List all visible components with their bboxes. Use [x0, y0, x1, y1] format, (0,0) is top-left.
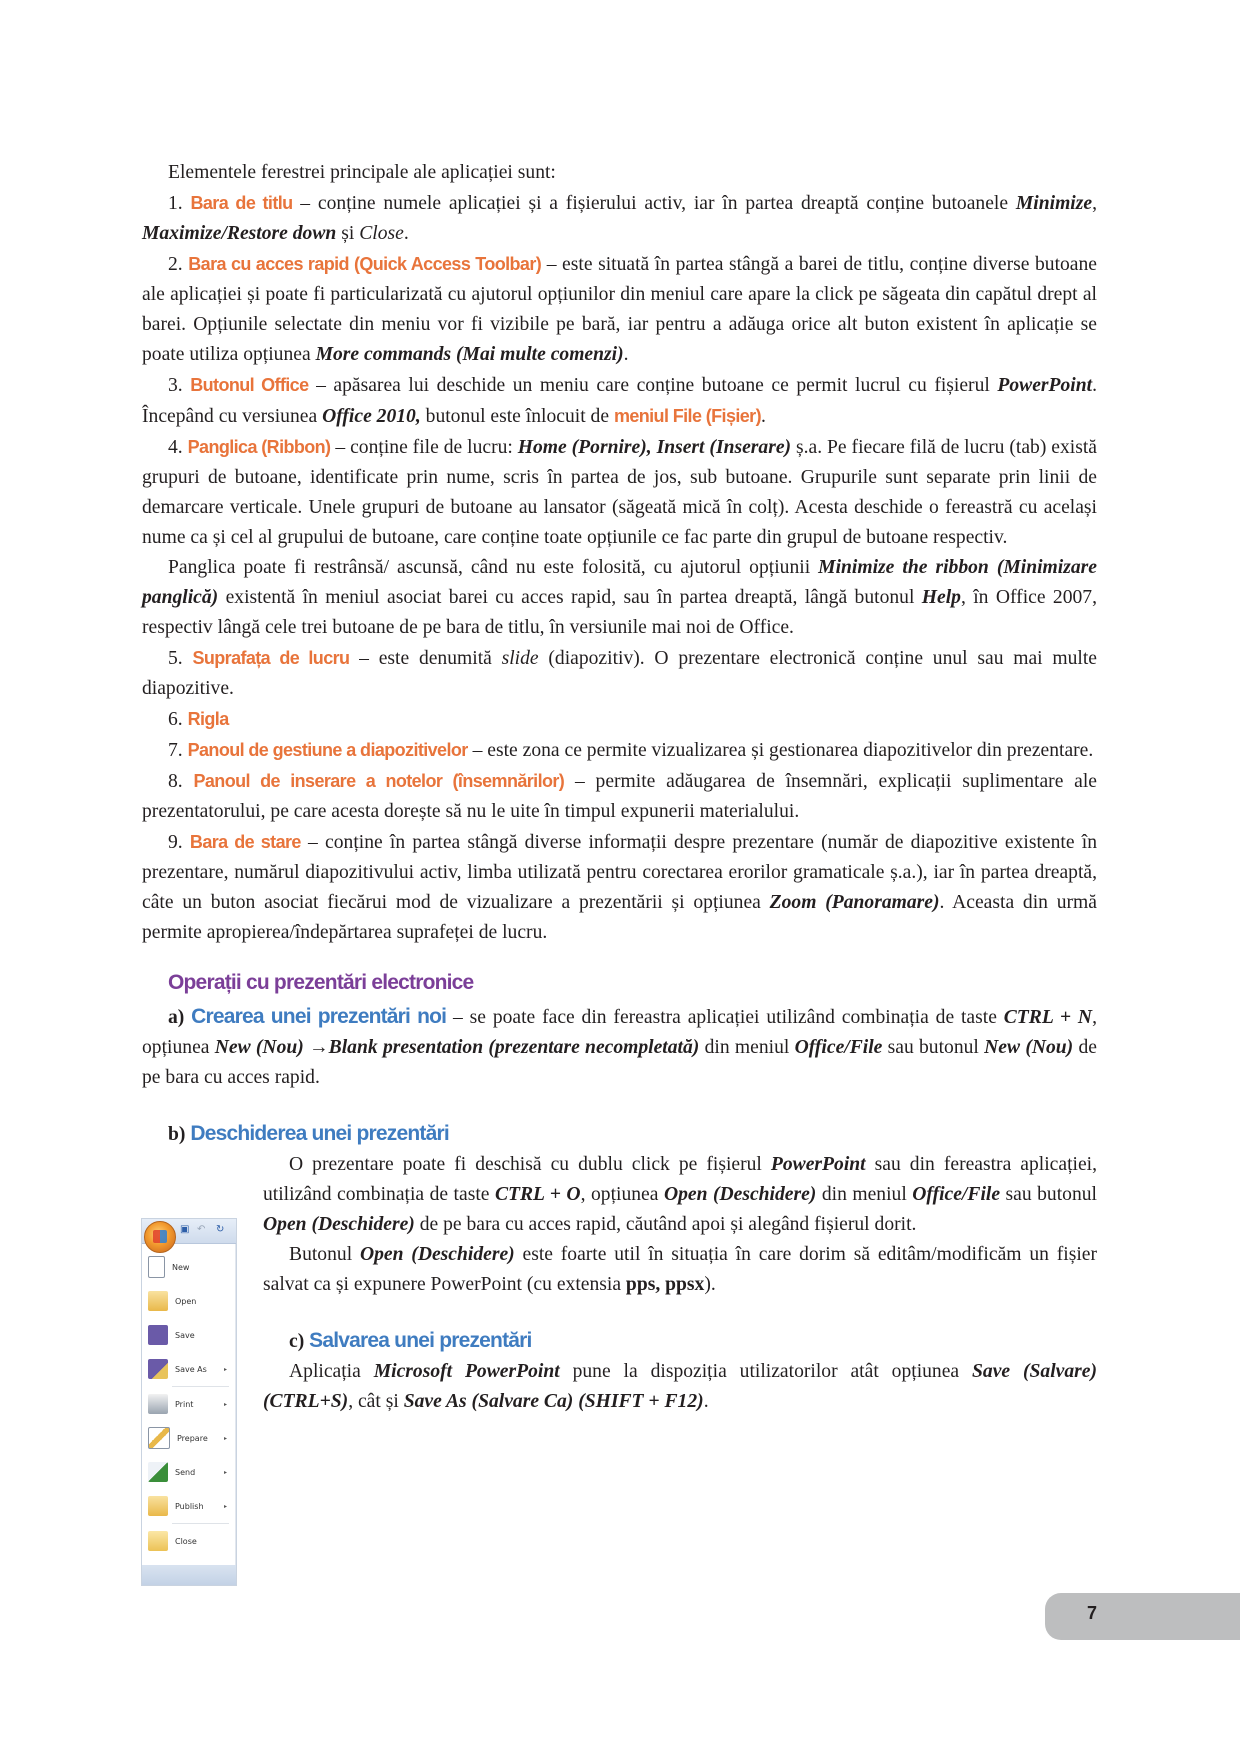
quick-access-toolbar — [142, 1219, 236, 1244]
text: Butonul — [289, 1244, 360, 1265]
text: butonul este înlocuit de — [420, 406, 614, 427]
emphasis: Maximize/Restore down — [142, 223, 337, 244]
prepare-icon — [148, 1427, 170, 1449]
emphasis: Office 2010, — [322, 406, 421, 427]
emphasis: Microsoft PowerPoint — [373, 1361, 560, 1382]
emphasis: Open (Deschidere) — [663, 1184, 817, 1205]
subsection-title: Salvarea unei prezentări — [309, 1329, 532, 1352]
text: . — [760, 406, 766, 427]
menu-item-close — [142, 1524, 235, 1558]
text: existentă în meniul asociat barei cu acces rapid, sau în partea dreaptă, lângă butonul — [218, 587, 922, 608]
emphasis: Close — [359, 223, 404, 244]
term: Suprafața de lucru — [192, 648, 350, 668]
text: – se poate face din fereastra aplicației utilizând combinația de taste — [446, 1007, 1004, 1028]
subsection-label: c) — [289, 1331, 305, 1352]
subsection-c-body — [263, 1357, 1097, 1417]
term: Bara cu acces rapid (Quick Access Toolbar) — [188, 254, 542, 274]
text: sau din fereastra aplicației, utilizând combinația de taste — [263, 1154, 1097, 1205]
text: de pe bara cu acces rapid. — [142, 1037, 1097, 1088]
menu-footer — [142, 1565, 236, 1585]
text: și — [336, 223, 360, 244]
text: este foarte util în situația în care dorim să editâm/modificăm un fișier salvat ca și expunere PowerPoint (cu extensia — [263, 1244, 1097, 1295]
send-icon — [148, 1462, 168, 1482]
menu-label: Open — [175, 1296, 197, 1306]
item-9 — [142, 827, 1097, 948]
subsection-title: Deschiderea unei prezentări — [190, 1122, 449, 1145]
menu-label: Close — [175, 1536, 197, 1546]
term: meniul File (Fișier) — [613, 406, 761, 426]
term: Panglica (Ribbon) — [187, 437, 331, 457]
arrow: → — [303, 1037, 329, 1058]
text: din meniul — [699, 1037, 795, 1058]
subsection-label: a) — [168, 1007, 185, 1028]
text: , în Office 2007, respectiv lângă cele trei butoane de pe bara de titlu, în versiunile mai noi de Office. — [142, 587, 1097, 638]
emphasis: (CTRL+S) — [263, 1391, 349, 1412]
emphasis: Open (Deschidere) — [263, 1214, 415, 1235]
item-1 — [142, 188, 1097, 249]
text: – apăsarea lui deschide un meniu care conține butoane ce permit lucrul cu fișierul — [308, 375, 998, 396]
emphasis: CTRL + N — [1003, 1007, 1093, 1028]
item-2 — [142, 249, 1097, 370]
subsection-title: Crearea unei prezentări noi — [191, 1005, 447, 1028]
term: Rigla — [187, 709, 229, 729]
text: , cât și — [348, 1391, 404, 1412]
paragraph — [263, 1150, 1097, 1240]
paragraph — [263, 1240, 1097, 1300]
emphasis: Zoom (Panoramare) — [769, 892, 940, 913]
menu-label: Publish — [175, 1501, 204, 1511]
intro-text: Elementele ferestrei principale ale aplicației sunt: — [168, 162, 556, 183]
emphasis: Home (Pornire), Insert (Inserare) — [517, 437, 792, 458]
menu-item-save-as — [142, 1352, 235, 1386]
text: . — [623, 344, 629, 365]
text: sau butonul — [882, 1037, 985, 1058]
menu-label: New — [172, 1262, 190, 1272]
submenu-arrow-icon: ▸ — [223, 1502, 227, 1510]
menu-items — [142, 1244, 236, 1565]
text: – conține în partea stângă diverse informații despre prezentare (număr de diapozitive existente în prezentare, numărul diapozitivului activ, limba utilizată pentru corectarea erorilor gramaticale ș.a.), iar în partea dreaptă, câte un buton asociat fiecărui mod de vizualizare a prezentării și opțiunea — [142, 832, 1097, 913]
menu-item-new — [142, 1250, 235, 1284]
emphasis: Minimize the ribbon (Minimizare panglică) — [142, 557, 1097, 608]
save-icon — [148, 1325, 168, 1345]
menu-label: Save As — [175, 1364, 207, 1374]
intro-paragraph — [142, 158, 1097, 188]
emphasis: Office/File — [794, 1037, 883, 1058]
menu-label: Send — [175, 1467, 196, 1477]
menu-label: Print — [175, 1399, 194, 1409]
item-number: 9. — [168, 832, 183, 853]
text-column — [142, 158, 1097, 1417]
undo-icon: ↶ — [197, 1224, 206, 1235]
submenu-arrow-icon: ▸ — [223, 1468, 227, 1476]
submenu-arrow-icon: ▸ — [223, 1434, 227, 1442]
save-as-icon — [148, 1359, 168, 1379]
emphasis: Save (Salvare) — [972, 1361, 1097, 1382]
emphasis: PowerPoint — [997, 375, 1093, 396]
text: , — [1092, 193, 1097, 214]
text: . Începând cu versiunea — [142, 375, 1097, 427]
text: sau butonul — [1000, 1184, 1097, 1205]
emphasis: Save As (Salvare Ca) (SHIFT + F12) — [403, 1391, 704, 1412]
close-folder-icon — [148, 1531, 168, 1551]
emphasis: New (Nou) — [214, 1037, 304, 1058]
item-number: 4. — [168, 437, 183, 458]
emphasis: Minimize — [1015, 193, 1093, 214]
text: ș.a. Pe fiecare filă de lucru (tab) există grupuri de butoane, identificate prin nume, scris în partea de jos, sub butoane. Grupurile sunt separate prin linii de demarcare verticale. Unele grupuri de butoane au lansator (săgeată mică în colț). Acesta deschide o fereastră cu același nume ca și cel al grupului de butoane, care conține toate opțiunile ce fac parte din grupul de butoane respectiv. — [142, 437, 1097, 548]
text: pune la dispoziția utilizatorilor atât opțiunea — [559, 1361, 973, 1382]
text: – conține file de lucru: — [330, 437, 518, 458]
new-document-icon — [148, 1256, 165, 1278]
emphasis: More commands (Mai multe comenzi) — [315, 344, 624, 365]
section-title: Operații cu prezentări electronice — [168, 971, 474, 994]
subsection-b-heading — [142, 1119, 1097, 1150]
print-icon — [148, 1394, 168, 1414]
open-folder-icon — [148, 1291, 168, 1311]
office-button-icon — [144, 1221, 176, 1253]
text: (diapozitiv). O prezentare electronică conține unul sau mai multe diapozitive. — [142, 648, 1097, 699]
item-5 — [142, 643, 1097, 704]
term: Bara de titlu — [190, 193, 293, 213]
term: Panoul de gestiune a diapozitivelor — [187, 740, 468, 760]
text: Panglica poate fi restrânsă/ ascunsă, când nu este folosită, cu ajutorul opțiunii — [168, 557, 819, 578]
item-7 — [142, 735, 1097, 766]
term: Butonul Office — [190, 375, 309, 395]
menu-item-save — [142, 1318, 235, 1352]
text: din meniul — [816, 1184, 913, 1205]
subsection-label: b) — [168, 1124, 186, 1145]
page-number: 7 — [1087, 1603, 1098, 1623]
item-number: 7. — [168, 740, 183, 761]
text: – este denumită — [349, 648, 502, 669]
item-number: 5. — [168, 648, 183, 669]
item-number: 2. — [168, 254, 183, 275]
emphasis: slide — [501, 648, 539, 669]
text: , opțiunea — [142, 1007, 1097, 1058]
submenu-arrow-icon: ▸ — [223, 1400, 227, 1408]
ribbon-note — [142, 553, 1097, 643]
menu-item-open — [142, 1284, 235, 1318]
menu-item-publish — [142, 1489, 235, 1523]
text: . — [403, 223, 409, 244]
emphasis: CTRL + O — [494, 1184, 581, 1205]
bold-text: pps, ppsx — [625, 1274, 705, 1295]
office-menu-screenshot — [141, 1218, 237, 1586]
subsection-c-heading — [263, 1326, 1097, 1357]
subsection-b-body — [263, 1150, 1097, 1417]
emphasis: Blank presentation (prezentare necompletată) — [328, 1037, 700, 1058]
item-3 — [142, 370, 1097, 432]
save-icon: ▣ — [180, 1224, 190, 1235]
item-4 — [142, 432, 1097, 553]
text: Aplicația — [289, 1361, 374, 1382]
text: , opțiunea — [580, 1184, 664, 1205]
item-8 — [142, 766, 1097, 827]
redo-icon: ↻ — [216, 1224, 225, 1235]
term: Bara de stare — [189, 832, 301, 852]
text: . — [703, 1391, 709, 1412]
text: – este situată în partea stângă a barei de titlu, conține diverse butoane ale aplicației și poate fi particularizată cu ajutorul opțiunilor din meniul care apare la click pe săgeata din capătul drept al barei. Opțiunile selectate din meniu vor fi vizibile pe bară, iar pentru a adăuga orice alt buton existent în aplicație se poate utiliza opțiunea — [142, 254, 1098, 365]
term: Panoul de inserare a notelor (însemnărilor) — [193, 771, 565, 791]
item-6 — [142, 704, 1097, 735]
item-number: 6. — [168, 709, 183, 730]
submenu-arrow-icon: ▸ — [223, 1365, 227, 1373]
emphasis: Help — [921, 587, 961, 608]
emphasis: New (Nou) — [984, 1037, 1074, 1058]
text: . Aceasta din urmă permite apropierea/îndepărtarea suprafeței de lucru. — [142, 892, 1097, 943]
emphasis: Open (Deschidere) — [359, 1244, 515, 1265]
item-number: 8. — [168, 771, 183, 792]
menu-item-send — [142, 1455, 235, 1489]
menu-label: Save — [175, 1330, 195, 1340]
menu-item-print — [142, 1387, 235, 1421]
text: – este zona ce permite vizualizarea și gestionarea diapozitivelor din prezentare. — [467, 740, 1094, 761]
text: – conține numele aplicației și a fișierului activ, iar în partea dreaptă conține butoanele — [292, 193, 1016, 214]
menu-item-prepare — [142, 1421, 235, 1455]
subsection-a — [142, 1002, 1097, 1093]
item-number: 3. — [168, 375, 183, 396]
page-number-tab — [1045, 1593, 1240, 1640]
menu-label: Prepare — [177, 1433, 208, 1443]
publish-icon — [148, 1496, 168, 1516]
text: de pe bara cu acces rapid, căutând apoi și alegând fișierul dorit. — [414, 1214, 917, 1235]
item-number: 1. — [168, 193, 183, 214]
text: O prezentare poate fi deschisă cu dublu click pe fișierul — [289, 1154, 771, 1175]
emphasis: Office/File — [912, 1184, 1001, 1205]
emphasis: PowerPoint — [770, 1154, 866, 1175]
text: ). — [704, 1274, 716, 1295]
text: – permite adăugarea de însemnări, explicații suplimentare ale prezentatorului, pe care acesta dorește să nu le uite în timpul expunerii materialului. — [142, 771, 1098, 822]
